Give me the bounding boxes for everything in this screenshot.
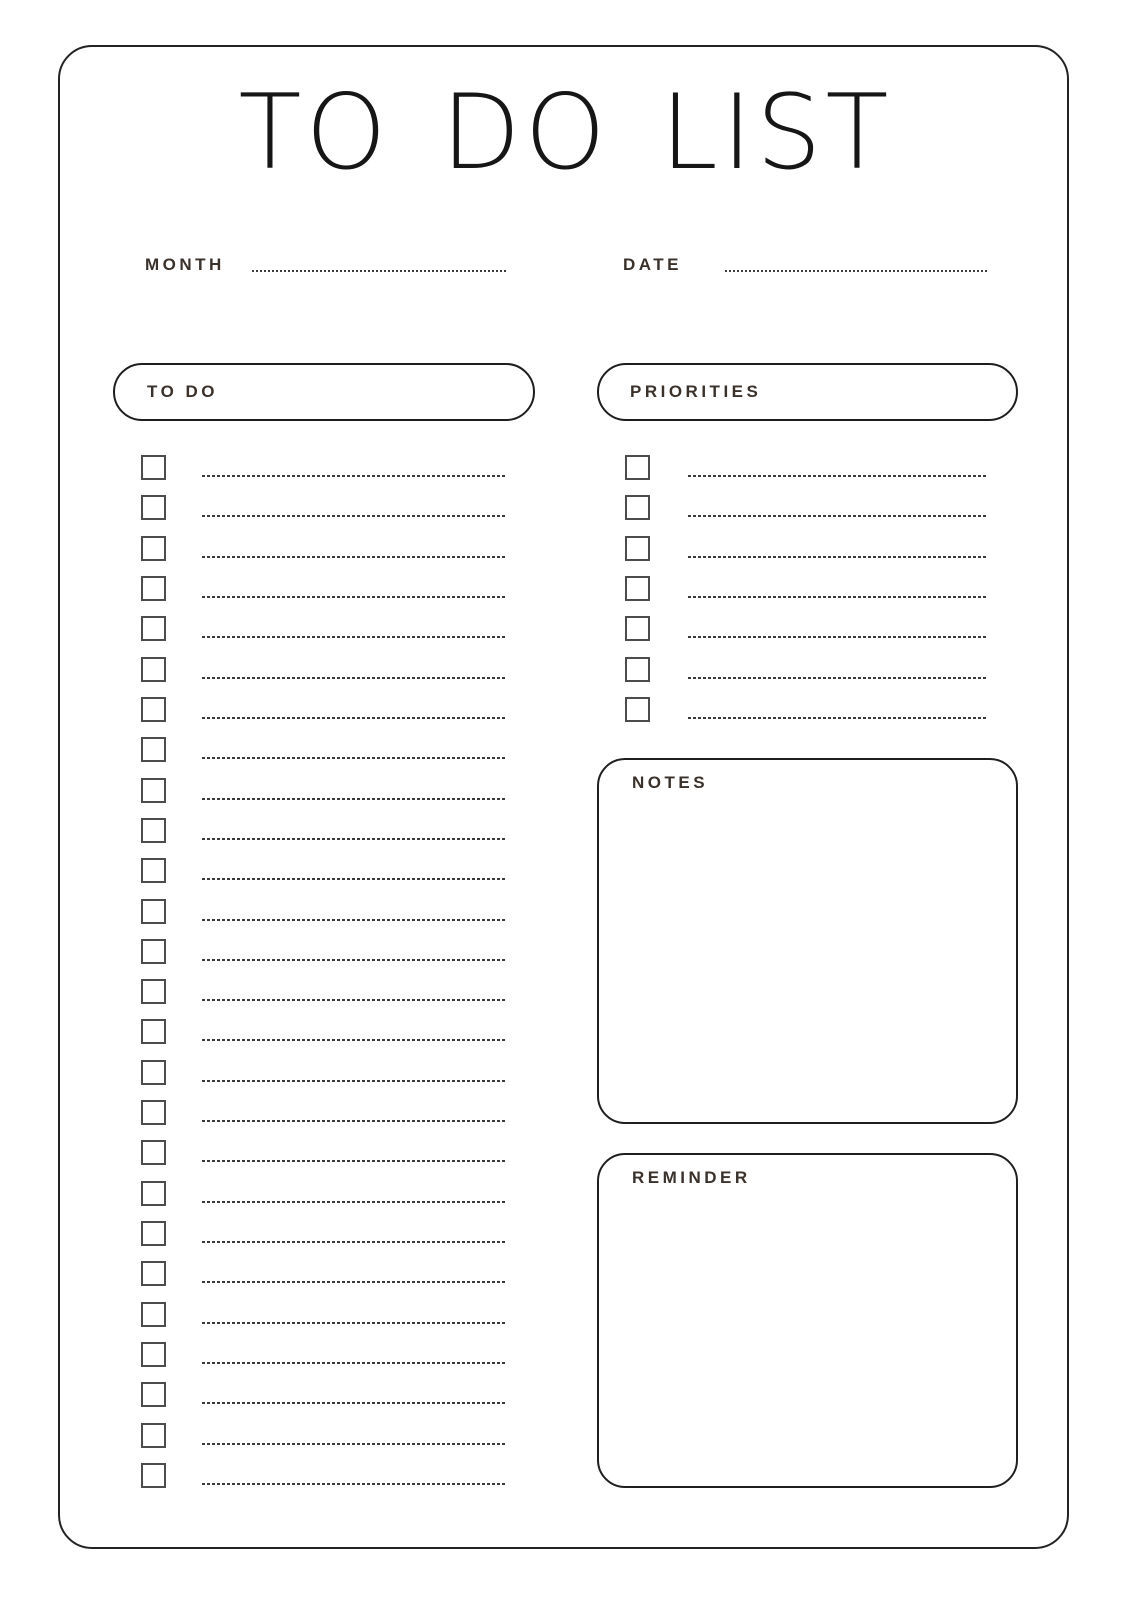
reminder-label: REMINDER xyxy=(632,1168,751,1187)
todo-row xyxy=(141,1342,505,1368)
todo-fill-line[interactable] xyxy=(202,919,505,921)
todo-header-label: TO DO xyxy=(147,382,219,401)
priority-checkbox[interactable] xyxy=(625,616,650,641)
todo-checkbox[interactable] xyxy=(141,1463,166,1488)
todo-row xyxy=(141,1463,505,1489)
todo-row xyxy=(141,495,505,521)
todo-fill-line[interactable] xyxy=(202,959,505,961)
todo-checkbox[interactable] xyxy=(141,1140,166,1165)
todo-row xyxy=(141,455,505,481)
todo-row xyxy=(141,737,505,763)
todo-checkbox[interactable] xyxy=(141,536,166,561)
todo-fill-line[interactable] xyxy=(202,717,505,719)
priority-checkbox[interactable] xyxy=(625,455,650,480)
todo-checkbox[interactable] xyxy=(141,778,166,803)
todo-fill-line[interactable] xyxy=(202,757,505,759)
todo-checkbox[interactable] xyxy=(141,455,166,480)
priority-row xyxy=(625,657,988,683)
todo-row xyxy=(141,697,505,723)
todo-fill-line[interactable] xyxy=(202,1120,505,1122)
priority-fill-line[interactable] xyxy=(688,596,988,598)
todo-fill-line[interactable] xyxy=(202,1443,505,1445)
todo-checkbox[interactable] xyxy=(141,858,166,883)
todo-row xyxy=(141,1100,505,1126)
todo-checkbox[interactable] xyxy=(141,1342,166,1367)
notes-panel[interactable] xyxy=(597,758,1018,1124)
todo-checkbox[interactable] xyxy=(141,899,166,924)
todo-fill-line[interactable] xyxy=(202,1322,505,1324)
todo-fill-line[interactable] xyxy=(202,636,505,638)
todo-checkbox[interactable] xyxy=(141,495,166,520)
todo-row xyxy=(141,1060,505,1086)
todo-row xyxy=(141,1423,505,1449)
todo-fill-line[interactable] xyxy=(202,1039,505,1041)
todo-row xyxy=(141,1382,505,1408)
todo-row xyxy=(141,818,505,844)
priority-row xyxy=(625,495,988,521)
todo-checkbox[interactable] xyxy=(141,1423,166,1448)
todo-checkbox[interactable] xyxy=(141,697,166,722)
todo-row xyxy=(141,939,505,965)
todo-row xyxy=(141,536,505,562)
todo-checkbox[interactable] xyxy=(141,818,166,843)
priorities-header-label: PRIORITIES xyxy=(630,382,762,401)
todo-fill-line[interactable] xyxy=(202,798,505,800)
reminder-panel[interactable] xyxy=(597,1153,1018,1488)
todo-fill-line[interactable] xyxy=(202,999,505,1001)
todo-checkbox[interactable] xyxy=(141,1100,166,1125)
todo-checkbox[interactable] xyxy=(141,1302,166,1327)
todo-row xyxy=(141,616,505,642)
priority-checkbox[interactable] xyxy=(625,536,650,561)
todo-fill-line[interactable] xyxy=(202,1241,505,1243)
date-fill-line[interactable] xyxy=(725,270,988,272)
priority-fill-line[interactable] xyxy=(688,556,988,558)
priority-row xyxy=(625,616,988,642)
todo-checkbox[interactable] xyxy=(141,939,166,964)
todo-row xyxy=(141,1302,505,1328)
priority-fill-line[interactable] xyxy=(688,475,988,477)
priority-row xyxy=(625,576,988,602)
todo-row xyxy=(141,979,505,1005)
month-label: MONTH xyxy=(145,255,225,274)
section-header-todo xyxy=(113,363,535,421)
month-fill-line[interactable] xyxy=(252,270,506,272)
todo-fill-line[interactable] xyxy=(202,475,505,477)
todo-fill-line[interactable] xyxy=(202,1080,505,1082)
priority-fill-line[interactable] xyxy=(688,515,988,517)
todo-row xyxy=(141,899,505,925)
todo-checkbox[interactable] xyxy=(141,657,166,682)
priority-row xyxy=(625,455,988,481)
todo-checkbox[interactable] xyxy=(141,576,166,601)
todo-row xyxy=(141,778,505,804)
todo-checkbox[interactable] xyxy=(141,1221,166,1246)
todo-fill-line[interactable] xyxy=(202,677,505,679)
todo-row xyxy=(141,1019,505,1045)
priority-fill-line[interactable] xyxy=(688,636,988,638)
notes-content[interactable] xyxy=(632,805,996,1106)
todo-row xyxy=(141,1221,505,1247)
todo-row xyxy=(141,1181,505,1207)
todo-row xyxy=(141,858,505,884)
todo-fill-line[interactable] xyxy=(202,515,505,517)
todo-fill-line[interactable] xyxy=(202,1160,505,1162)
todo-fill-line[interactable] xyxy=(202,838,505,840)
todo-fill-line[interactable] xyxy=(202,878,505,880)
todo-checkbox[interactable] xyxy=(141,1181,166,1206)
priority-checkbox[interactable] xyxy=(625,697,650,722)
todo-fill-line[interactable] xyxy=(202,1483,505,1485)
reminder-content[interactable] xyxy=(632,1200,996,1470)
date-label: DATE xyxy=(623,255,683,274)
todo-fill-line[interactable] xyxy=(202,556,505,558)
todo-checkbox[interactable] xyxy=(141,1382,166,1407)
priority-row xyxy=(625,536,988,562)
todo-fill-line[interactable] xyxy=(202,1281,505,1283)
todo-fill-line[interactable] xyxy=(202,1402,505,1404)
priority-row xyxy=(625,697,988,723)
todo-checkbox[interactable] xyxy=(141,979,166,1004)
priority-fill-line[interactable] xyxy=(688,677,988,679)
todo-row xyxy=(141,576,505,602)
priority-checkbox[interactable] xyxy=(625,495,650,520)
priority-fill-line[interactable] xyxy=(688,717,988,719)
todo-fill-line[interactable] xyxy=(202,1201,505,1203)
todo-checkbox[interactable] xyxy=(141,1019,166,1044)
todo-checkbox[interactable] xyxy=(141,1261,166,1286)
priority-checkbox[interactable] xyxy=(625,576,650,601)
todo-row xyxy=(141,657,505,683)
todo-row xyxy=(141,1261,505,1287)
notes-label: NOTES xyxy=(632,773,709,792)
todo-checkbox[interactable] xyxy=(141,1060,166,1085)
todo-row xyxy=(141,1140,505,1166)
todo-checkbox[interactable] xyxy=(141,737,166,762)
todo-fill-line[interactable] xyxy=(202,1362,505,1364)
section-header-priorities xyxy=(597,363,1018,421)
todo-checkbox[interactable] xyxy=(141,616,166,641)
priority-checkbox[interactable] xyxy=(625,657,650,682)
page-title: TO DO LIST xyxy=(238,73,893,193)
todo-fill-line[interactable] xyxy=(202,596,505,598)
